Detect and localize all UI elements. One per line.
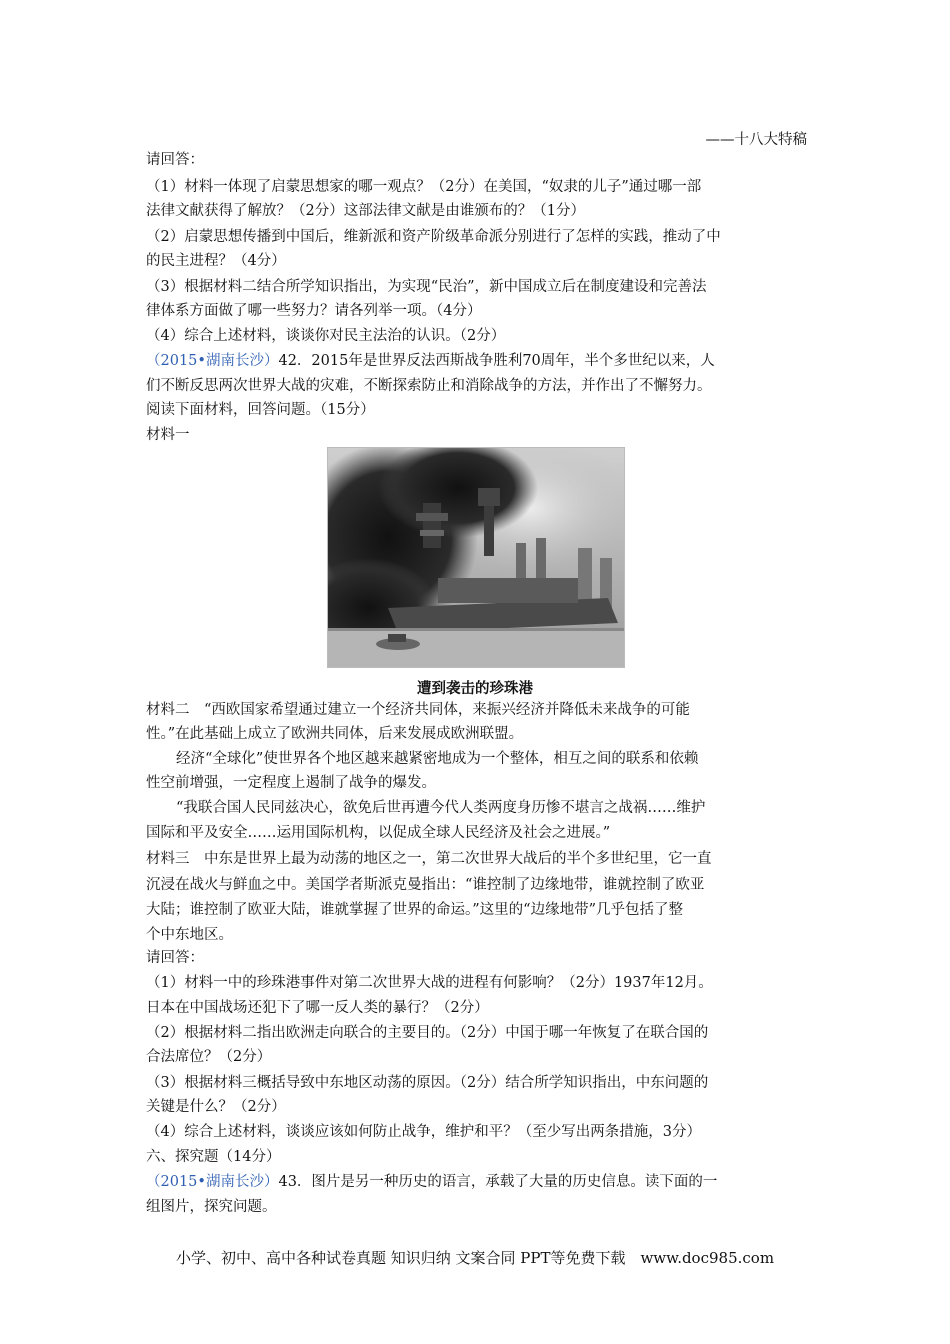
question-42-intro-text: 42．2015年是世界反法西斯战争胜利70周年，半个多世纪以来，人 [278, 353, 715, 369]
material-2-line-6: 国际和平及安全……运用国际机构，以促成全球人民经济及社会之进展。” [146, 825, 611, 841]
material-2-line-5: “我联合国人民同兹决心，欲免后世再遭今代人类两度身历惨不堪言之战祸……维护 [176, 800, 706, 816]
answer-prompt: 请回答： [146, 152, 204, 168]
q42-question-3-line-2: 关键是什么？（2分） [146, 1099, 286, 1115]
material-3-line-2: 沉浸在战火与鲜血之中。美国学者斯派克曼指出：“谁控制了边缘地带，谁就控制了欧亚 [146, 877, 705, 893]
q42-question-2-line-2: 合法席位？（2分） [146, 1049, 272, 1065]
question-source: （2015•湖南长沙） [146, 353, 279, 369]
material-2-line-1: 材料二 “西欧国家希望通过建立一个经济共同体，来振兴经济并降低未来战争的可能 [146, 702, 690, 718]
material-1-label: 材料一 [146, 427, 190, 443]
question-1-line-2: 法律文献获得了解放？（2分）这部法律文献是由谁颁布的？（1分） [146, 203, 585, 219]
question-4: （4）综合上述材料，谈谈你对民主法治的认识。（2分） [146, 328, 506, 344]
page-footer: 小学、初中、高中各种试卷真题 知识归纳 文案合同 PPT等免费下载 www.doc985.com [175, 1249, 775, 1267]
material-2-line-2: 性。”在此基础上成立了欧洲共同体，后来发展成欧洲联盟。 [146, 726, 524, 742]
question-source: （2015•湖南长沙） [146, 1174, 279, 1190]
pearl-harbor-photo [327, 447, 625, 668]
question-3-line-1: （3）根据材料二结合所学知识指出，为实现“民治”，新中国成立后在制度建设和完善法 [146, 279, 707, 295]
question-43-line-2: 组图片，探究问题。 [146, 1199, 277, 1215]
question-42-intro-line-2: 们不断反思两次世界大战的灾难，不断探索防止和消除战争的方法，并作出了不懈努力。 [146, 378, 712, 394]
material-2-line-3: 经济“全球化”使世界各个地区越来越紧密地成为一个整体，相互之间的联系和依赖 [176, 751, 699, 767]
q42-question-1-line-1: （1）材料一中的珍珠港事件对第二次世界大战的进程有何影响？（2分）1937年12月。 [146, 975, 713, 991]
photo-caption: 遭到袭击的珍珠港 [417, 680, 533, 697]
q42-question-2-line-1: （2）根据材料二指出欧洲走向联合的主要目的。（2分）中国于哪一年恢复了在联合国的 [146, 1025, 709, 1041]
question-2-line-1: （2）启蒙思想传播到中国后，维新派和资产阶级革命派分别进行了怎样的实践，推动了中 [146, 229, 721, 245]
question-3-line-2: 律体系方面做了哪一些努力？请各列举一项。（4分） [146, 303, 482, 319]
q42-question-3-line-1: （3）根据材料三概括导致中东地区动荡的原因。（2分）结合所学知识指出，中东问题的 [146, 1075, 709, 1091]
material-3-line-4: 个中东地区。 [146, 927, 233, 943]
question-2-line-2: 的民主进程？（4分） [146, 253, 286, 269]
q42-question-1-line-2: 日本在中国战场还犯下了哪一反人类的暴行？（2分） [146, 1000, 489, 1016]
material-3-line-3: 大陆；谁控制了欧亚大陆，谁就掌握了世界的命运。”这里的“边缘地带”几乎包括了整 [146, 902, 683, 918]
question-1-line-1: （1）材料一体现了启蒙思想家的哪一观点？（2分）在美国，“奴隶的儿子”通过哪一部 [146, 179, 702, 195]
q42-question-4: （4）综合上述材料，谈谈应该如何防止战争，维护和平？（至少写出两条措施，3分） [146, 1124, 701, 1140]
question-43-text: 43．图片是另一种历史的语言，承载了大量的历史信息。读下面的一 [278, 1174, 718, 1190]
material-3-line-1: 材料三 中东是世界上最为动荡的地区之一，第二次世界大战后的半个多世纪里，它一直 [146, 851, 712, 867]
section-6-title: 六、探究题（14分） [146, 1149, 281, 1165]
question-42-intro-line-1 [146, 351, 715, 371]
question-43-line-1 [146, 1172, 717, 1192]
answer-prompt-2: 请回答： [146, 950, 204, 966]
question-42-intro-line-3: 阅读下面材料，回答问题。（15分） [146, 402, 375, 418]
material-2-line-4: 性空前增强，一定程度上遏制了战争的爆发。 [146, 775, 436, 791]
article-signature: ——十八大特稿 [705, 132, 807, 148]
